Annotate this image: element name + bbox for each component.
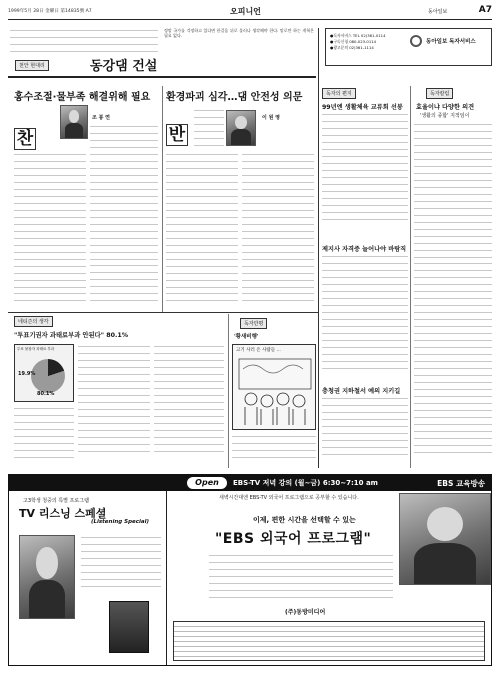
- side-subheadline: '생활의 종합' 지적임이: [420, 113, 470, 119]
- page-number: A7: [478, 5, 492, 15]
- feature-kicker: 동강댐 건설: [90, 59, 158, 74]
- ad-catchphrase: 이제, 편한 시간을 선택할 수 있는: [253, 516, 356, 524]
- side-body: [414, 122, 492, 466]
- letter3-headline: 충청권 지하철서 예의 지키길: [322, 388, 401, 395]
- pro-mark: 찬: [14, 128, 36, 150]
- pro-headline: 홍수조절·물부족 해결위해 필요: [14, 92, 151, 103]
- ad-left-panel: [9, 491, 167, 665]
- cartoon-divider: [228, 314, 229, 468]
- ad-host-photo: [19, 535, 75, 619]
- ad-studio-photo: [399, 493, 491, 585]
- column-divider: [162, 86, 163, 312]
- ad-tv-subtitle: (Listening Special): [91, 519, 149, 525]
- pro-author-photo: [60, 105, 88, 139]
- poll-pie: [31, 359, 65, 393]
- ad-kicker: 고3학생 청중의 특별 프로그램: [23, 498, 89, 504]
- mid-rule: [8, 312, 318, 313]
- contact-lines: ●독자서비스 TEL 02)361-0114 ●구독신청 080-023-0114 ●광고문의 02)361-1114: [330, 33, 386, 50]
- ad-center-copy: [209, 553, 393, 603]
- ad-tv-title: TV 리스닝 스페셜: [19, 507, 107, 520]
- section-title: 오피니언: [230, 7, 261, 16]
- ad-left-copy: [81, 535, 161, 595]
- ad-header-bar: [9, 475, 491, 491]
- side-tag: 독자칼럼: [426, 88, 453, 99]
- cartoon-tag: 독자만평: [240, 318, 267, 329]
- cartoon-image: [232, 344, 316, 430]
- ad-network: EBS 교육방송: [437, 479, 485, 488]
- ebs-advertisement[interactable]: [8, 474, 492, 666]
- con-body-col2: [242, 152, 314, 310]
- cartoon-drawing: [233, 345, 316, 430]
- top-text: 정말 국가를 걱정하고 있다면 한걸음 뒤로 물러나 생각해야 한다. 말로만 하는 개혁은 필요 없다.: [164, 28, 314, 39]
- ad-schedule-table: [173, 621, 485, 661]
- paper-name: 동아일보: [428, 9, 448, 15]
- poll-yes-value: 19.9%: [18, 371, 36, 377]
- letter1-headline: 99년엔 생활체육 교류회 선봉: [322, 104, 403, 111]
- letter1-body: [322, 112, 408, 230]
- main-divider: [318, 28, 319, 468]
- cartoon-title: '황새비행': [234, 334, 259, 340]
- feature-rule: [8, 76, 316, 78]
- ad-program-title: "EBS 외국어 프로그램": [215, 531, 372, 547]
- pro-author-name: 조 봉 연: [92, 115, 110, 121]
- contacts-box: [325, 28, 492, 66]
- ad-subtitle: 새벽시간대엔 EBS-TV 외국어 프로그램으로 공부할 수 있습니다.: [219, 495, 359, 501]
- con-author-photo: [226, 110, 256, 146]
- poll-chart-label: 투표 불참자 과태료 부과: [17, 347, 55, 351]
- letter2-body: [322, 254, 408, 380]
- side-headline: 효율이냐 다양한 의견: [416, 104, 475, 111]
- ad-open-badge: Open: [187, 477, 227, 489]
- poll-body-col2: [78, 344, 150, 468]
- date-line: 1999年5月 28日 金曜日 第14835號 A7: [8, 9, 92, 14]
- con-headline: 환경파괴 심각…댐 안전성 의문: [166, 92, 303, 103]
- poll-chart: [14, 344, 74, 402]
- con-body-col1: [166, 152, 238, 310]
- con-mark: 반: [166, 124, 188, 146]
- logo-icon: [410, 35, 422, 47]
- pro-body-col2: [90, 124, 158, 310]
- poll-tag: 네티즌의 생각: [14, 316, 53, 327]
- pro-body-col1: [14, 152, 86, 310]
- feature-tag: 천안 현대리: [15, 60, 49, 71]
- ad-book-cover: [109, 601, 149, 653]
- con-author-name: 이 원 영: [262, 115, 280, 121]
- poll-body-col1: [14, 406, 74, 468]
- right-divider: [410, 86, 411, 468]
- letter2-headline: 제지사 자격증 늘어나야 바람직: [322, 246, 407, 253]
- top-text-lines: [10, 28, 158, 56]
- cartoon-body: [232, 434, 316, 468]
- ad-bar-title: EBS-TV 저녁 강의 (월~금) 6:30~7:10 am: [233, 479, 378, 487]
- letters-tag: 독자의 편지: [322, 88, 356, 99]
- cartoon-caption: 고기 사러 온 사람들 ...: [236, 348, 281, 353]
- poll-no-value: 80.1%: [37, 391, 55, 397]
- ad-company: (주)동방미디어: [285, 609, 326, 616]
- letter3-body: [322, 396, 408, 466]
- poll-body-col3: [154, 344, 224, 468]
- con-body-short: [194, 108, 224, 150]
- masthead: [8, 6, 492, 20]
- poll-headline: "투표기권자 과태료부과 안된다" 80.1%: [14, 332, 129, 339]
- logo-text: 동아일보 독자서비스: [426, 39, 476, 45]
